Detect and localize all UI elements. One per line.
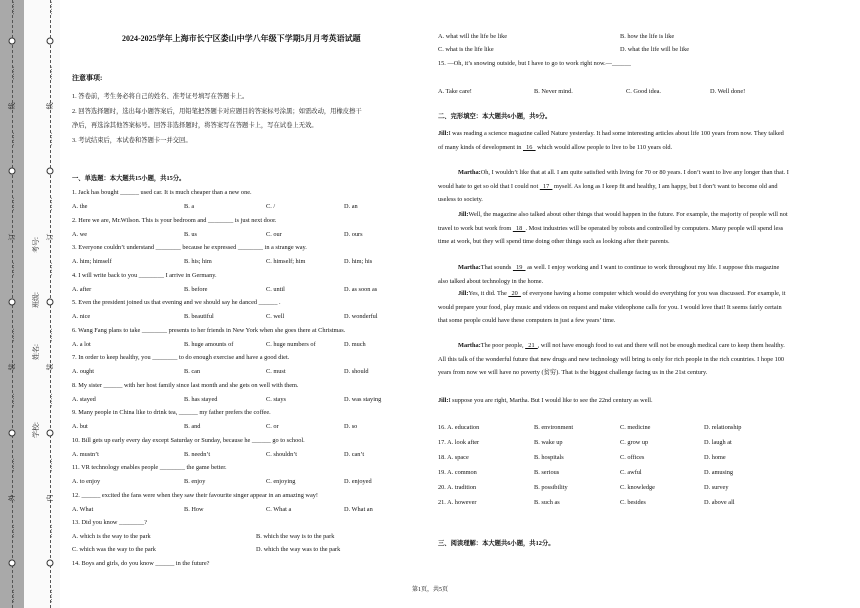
- dialogue-paragraph: Jill:I was reading a science magazine called Nature yesterday. It had some interesting articles about life 100 years from now. They talked of many kinds of development in 16 which would allow people to live to be 110 years old.: [438, 130, 784, 151]
- dialogue-paragraph: Martha:That sounds 19 as well. I enjoy working and I want to continue to work throughout my life. I suppose this magazine also talked about technology in the home.: [438, 264, 780, 285]
- margin-label: 线: [46, 102, 54, 110]
- cloze-option: C. awful: [620, 469, 642, 476]
- cloze-option: B. hospitals: [534, 454, 564, 461]
- option: B. his; him: [184, 258, 212, 265]
- cloze-option: 19. A. common: [438, 469, 477, 476]
- cloze-option: D. home: [704, 454, 726, 461]
- option: D. enjoyed: [344, 478, 372, 485]
- question-stem: 13. Did you know ________?: [72, 519, 148, 526]
- option: C. our: [266, 230, 282, 238]
- margin-label: 装: [46, 363, 54, 371]
- question-stem: 12. ______ excited the fans were when they saw their favourite singer appear in an amazing way!: [72, 491, 319, 499]
- field-name: 姓名:: [32, 344, 40, 360]
- speaker-name: Jill:: [438, 130, 449, 137]
- cloze-option: B. serious: [534, 469, 560, 476]
- question-stem: 6. Wang Fang plans to take ________ presents to her friends in New York when she goes there at Christmas.: [72, 326, 346, 334]
- cloze-option: 21. A. however: [438, 499, 477, 506]
- option: C. /: [266, 203, 276, 210]
- cloze-option: 18. A. space: [438, 454, 469, 461]
- cloze-option: D. survey: [704, 484, 729, 491]
- cloze-blank: 21: [525, 342, 538, 349]
- option: C. stays: [266, 395, 286, 403]
- option: C. enjoying: [266, 478, 296, 485]
- cloze-option: B. such as: [534, 499, 560, 506]
- margin-circle-icon: [9, 37, 16, 44]
- margin-label: ……: [46, 262, 54, 277]
- margin-label: 内: [46, 494, 54, 502]
- cloze-option: C. grow up: [620, 439, 649, 446]
- option: A. the: [72, 203, 88, 210]
- option: B. a: [184, 203, 195, 210]
- cloze-option: D. amusing: [704, 469, 734, 476]
- option: B. which the way is to the park: [256, 533, 335, 540]
- question-stem: 2. Here we are, Mr.Wilson. This is your bedroom and ________ is just next door.: [72, 216, 277, 224]
- margin-label: ……: [46, 589, 54, 603]
- question-stem: 9. Many people in China like to drink tea, ______ my father prefers the coffee.: [72, 409, 271, 416]
- option: B. enjoy: [184, 478, 206, 485]
- notice-item: 2. 回答选择题时，选出每小题答案后，用铅笔把答题卡对应题目的答案标号涂黑；如需改动，用橡皮擦干: [72, 108, 362, 115]
- option: D. can’t: [344, 450, 365, 458]
- option: C. must: [266, 368, 286, 375]
- margin-label: ……: [8, 523, 16, 538]
- q14-option-c: C. what is the life like: [438, 46, 494, 53]
- cloze-option: B. environment: [534, 424, 574, 431]
- cloze-blank: 20: [508, 290, 521, 297]
- margin-circle-icon: [47, 560, 54, 567]
- margin-label: 订: [8, 233, 16, 241]
- option: C. well: [266, 313, 285, 320]
- option: D. him; his: [344, 258, 373, 265]
- option: C. What a: [266, 505, 292, 513]
- option: D. much: [344, 340, 366, 348]
- binding-margin: [0, 0, 60, 608]
- cloze-option: D. relationship: [704, 424, 742, 431]
- option: D. ours: [344, 230, 363, 238]
- option: C. which was the way to the park: [72, 546, 156, 553]
- margin-circle-icon: [9, 299, 16, 306]
- q15-option-a: A. Take care!: [438, 88, 472, 95]
- q15-option-d: D. Well done!: [710, 88, 746, 95]
- cloze-blank: 18: [512, 224, 526, 232]
- option: D. wonderful: [344, 313, 378, 320]
- q15-option-b: B. Never mind.: [534, 88, 573, 95]
- cloze-option: C. knowledge: [620, 484, 655, 491]
- margin-label: 外: [8, 494, 16, 502]
- section1-heading: 一、单选题：本大题共15小题，共15分。: [72, 175, 186, 182]
- cloze-option: C. medicine: [620, 424, 651, 431]
- option: A. stayed: [72, 395, 96, 403]
- dialogue-paragraph: Martha:The poor people, 21 , will not have enough food to eat and there will not be enough medical care to keep them healthy. All this talk of the wonderful future that new drugs and new technology will bring is only for rich people in the rich countries. I hope 100 years from now we will have no poverty (贫穷). That is the biggest challenge facing us in the 21st century.: [438, 342, 785, 376]
- margin-label: ……: [46, 197, 54, 211]
- margin-label: ……: [46, 327, 54, 342]
- question-stem: 10. Bill gets up early every day except Saturday or Sunday, because he ______ go to school.: [72, 436, 305, 444]
- question-stem: 7. In order to keep healthy, you ________ to do enough exercise and have a good diet.: [72, 354, 290, 361]
- margin-label: ……: [46, 458, 54, 473]
- q14-option-d: D. what the life will be like: [620, 46, 690, 53]
- notice-item: 1. 答卷前，考生务必将自己的姓名、准考证号填写在答题卡上。: [72, 93, 249, 100]
- section2-heading: 二、完形填空：本大题共6小题，共9分。: [438, 113, 552, 120]
- cloze-option: D. above all: [704, 499, 735, 506]
- margin-label: ……: [8, 197, 16, 211]
- dialogue-paragraph: Jill:Yes, it did. The 20 of everyone having a home computer which would do everything for you was discussed. For example, it would prepare your food, play music and videos on request and make videophone calls for you. I would love that! It seems fairly certain that some people could have these computers in just a few years’ time.: [438, 290, 786, 324]
- option: B. How: [184, 505, 204, 513]
- question-stem: 1. Jack has bought ______ used car. It is much cheaper than a new one.: [72, 189, 252, 196]
- speaker-name: Jill:: [458, 211, 469, 218]
- cloze-option: C. offices: [620, 454, 645, 461]
- cloze-blank: 16: [523, 143, 536, 151]
- margin-label: ……: [8, 131, 16, 146]
- margin-label: ……: [46, 1, 54, 15]
- option: A. mustn’t: [72, 450, 99, 458]
- page-footer: 第1页，共5页: [411, 587, 448, 593]
- inner-strip: [24, 0, 60, 608]
- option: B. beautiful: [184, 313, 214, 320]
- option: B. has stayed: [184, 395, 218, 403]
- margin-label: 装: [8, 363, 16, 371]
- margin-label: ……: [8, 66, 16, 81]
- cloze-option: B. wake up: [534, 439, 563, 446]
- margin-label: ……: [8, 262, 16, 277]
- cloze-blank: 17: [539, 182, 553, 190]
- margin-label: ……: [8, 1, 16, 15]
- margin-circle-icon: [47, 299, 54, 306]
- option: A. him; himself: [72, 258, 112, 265]
- question-stem: 3. Everyone couldn’t understand ________ because he expressed ________ in a strange way.: [72, 244, 307, 251]
- dialogue-paragraph: Jill:Well, the magazine also talked about other things that would happen in the future. For example, the majority of people will not travel to work but work from 18 . Most industries will be operated by robots and controlled by computers. Many people will spend less time at work, but they will spend time doing other things such as looking after their parents.: [438, 211, 788, 245]
- page-title: 2024-2025学年上海市长宁区娄山中学八年级下学期5月月考英语试题: [122, 34, 361, 43]
- margin-label: ……: [46, 66, 54, 81]
- option: A. to enjoy: [72, 478, 101, 485]
- dialogue-paragraph: Martha:Oh, I wouldn’t like that at all. I am quite satisfied with living for 70 or 80 years. I don’t want to live any longer than that. I would hate to get so old that I could not 17 myself. As long as I keep fit and healthy, I am happy, but I don’t want to become old and useless to society.: [438, 169, 789, 203]
- notice-item: 3. 考试结束后，本试卷和答题卡一并交回。: [72, 137, 192, 144]
- q15-option-c: C. Good idea.: [626, 88, 661, 95]
- option: D. so: [344, 423, 358, 430]
- option: B. before: [184, 285, 208, 293]
- option: A. after: [72, 285, 92, 293]
- option: A. ought: [72, 368, 95, 375]
- option: C. huge numbers of: [266, 340, 316, 348]
- q14-option-a: A. what will the life be like: [438, 33, 508, 40]
- question-stem: 11. VR technology enables people ________ the game better.: [72, 464, 227, 471]
- dialogue-paragraph: Jill:I suppose you are right, Martha. But I would like to see the 22nd century as well.: [438, 397, 653, 404]
- speaker-name: Martha:: [458, 169, 481, 176]
- question-stem: 14. Boys and girls, do you know ______ in the future?: [72, 560, 210, 567]
- margin-circle-icon: [47, 37, 54, 44]
- margin-label: ……: [46, 393, 54, 407]
- field-school: 学校:: [32, 422, 40, 438]
- notice-heading: 注意事项:: [72, 74, 103, 82]
- margin-label: ……: [46, 523, 54, 538]
- option: C. shouldn’t: [266, 450, 298, 458]
- speaker-name: Jill:: [438, 397, 449, 404]
- cloze-option: B. possibility: [534, 484, 568, 491]
- margin-circle-icon: [47, 168, 54, 175]
- option: A. nice: [72, 313, 91, 320]
- q14-option-b: B. how the life is like: [620, 33, 675, 40]
- margin-label: ……: [8, 589, 16, 603]
- margin-label: ……: [8, 458, 16, 473]
- option: B. and: [184, 423, 201, 430]
- option: A. we: [72, 230, 88, 238]
- option: D. which the way was to the park: [256, 546, 341, 553]
- margin-circle-icon: [9, 560, 16, 567]
- option: B. needn’t: [184, 450, 211, 458]
- option: A. What: [72, 505, 94, 513]
- question-stem: 8. My sister ______ with her host family since last month and she gets on well with them.: [72, 381, 299, 389]
- q15-stem: 15. —Oh, it’s snowing outside, but I have to go to work right now.—______: [438, 60, 631, 67]
- margin-circle-icon: [9, 168, 16, 175]
- margin-circle-icon: [47, 429, 54, 436]
- margin-label: 线: [8, 102, 16, 110]
- cloze-blank: 19: [512, 264, 526, 271]
- cloze-option: D. laugh at: [704, 439, 732, 446]
- margin-label: ……: [8, 393, 16, 407]
- option: C. himself; him: [266, 258, 306, 265]
- cloze-option: C. besides: [620, 499, 646, 506]
- section3-heading: 三、阅读理解：本大题共6小题，共12分。: [438, 540, 555, 547]
- option: D. should: [344, 368, 369, 375]
- question-stem: 4. I will write back to you ________ I arrive in Germany.: [72, 271, 217, 279]
- option: C. or: [266, 423, 279, 430]
- margin-label: ……: [46, 131, 54, 146]
- notice-item: 净后，再选涂其他答案标号。回答非选择题时，将答案写在答题卡上，写在试卷上无效。: [72, 122, 318, 129]
- option: A. which is the way to the park: [72, 533, 151, 540]
- option: D. What an: [344, 505, 373, 513]
- cloze-option: 17. A. look after: [438, 439, 480, 446]
- option: D. as soon as: [344, 285, 378, 293]
- cloze-option: 20. A. tradition: [438, 484, 477, 491]
- option: D. was staying: [344, 395, 382, 403]
- option: C. until: [266, 285, 285, 293]
- option: D. an: [344, 203, 358, 210]
- speaker-name: Martha:: [458, 264, 481, 271]
- option: B. huge amounts of: [184, 340, 234, 348]
- margin-circle-icon: [9, 429, 16, 436]
- margin-label: 订: [46, 233, 54, 241]
- option: B. can: [184, 368, 201, 375]
- option: A. but: [72, 423, 88, 430]
- margin-label: ……: [8, 327, 16, 342]
- field-class: 班级:: [32, 292, 40, 308]
- field-number: 考号:: [32, 237, 40, 253]
- cloze-option: 16. A. education: [438, 424, 480, 431]
- speaker-name: Jill:: [458, 290, 469, 297]
- question-stem: 5. Even the president joined us that evening and we should say he danced ______ .: [72, 299, 281, 306]
- speaker-name: Martha:: [458, 342, 481, 349]
- option: B. us: [184, 230, 197, 238]
- option: A. a lot: [72, 340, 91, 348]
